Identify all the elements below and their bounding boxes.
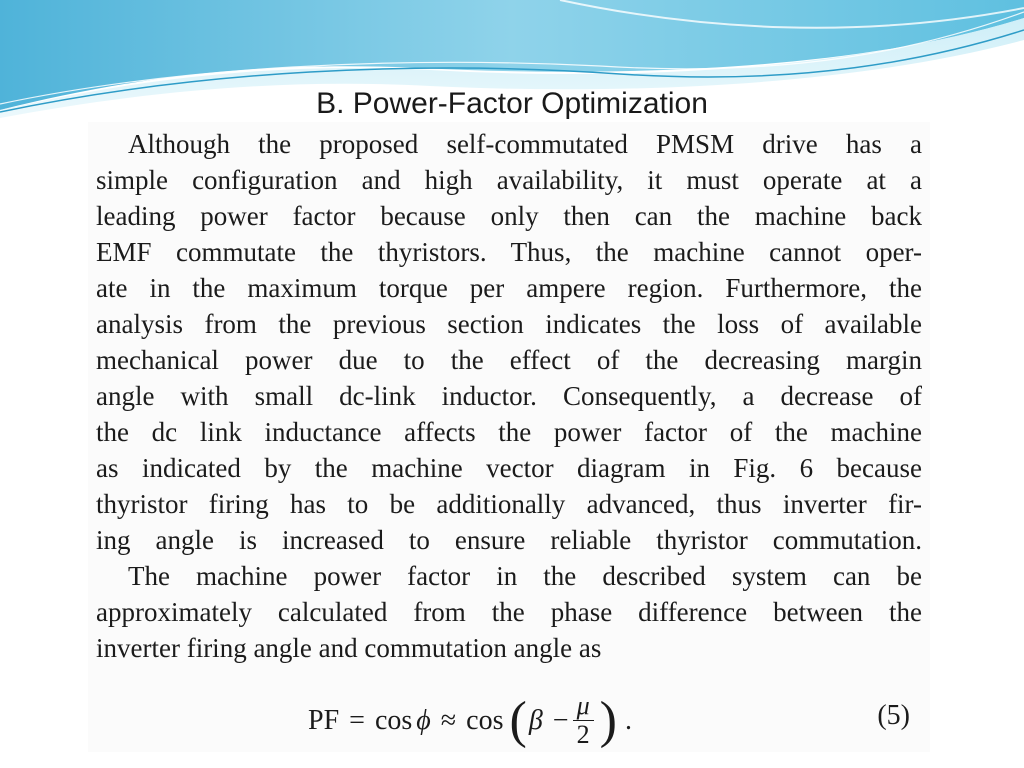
text-line: The machine power factor in the described system can be [128,561,922,591]
text-line: leading power factor because only then can the machine back [96,201,922,231]
text-excerpt-panel [88,122,930,752]
eq-right-paren: ) [599,691,617,749]
power-factor-equation [308,692,632,749]
eq-approx: ≈ [440,704,457,736]
text-line: ing angle is increased to ensure reliable thyristor commutation. [96,525,922,555]
eq-minus: − [552,704,569,736]
text-line: thyristor firing has to be additionally advanced, thus inverter fir- [96,489,922,519]
eq-fraction-numerator: μ [573,692,594,721]
text-line: simple configuration and high availability, it must operate at a [96,165,922,195]
text-line: inverter firing angle and commutation angle as [96,633,602,663]
text-line: Although the proposed self-commutated PMSM drive has a [128,129,922,159]
text-line: mechanical power due to the effect of the decreasing margin [96,345,922,375]
slide-title: B. Power-Factor Optimization [316,87,708,120]
eq-beta: β [528,704,543,736]
eq-lhs: PF [308,704,340,736]
eq-equals: = [349,704,365,736]
text-line: angle with small dc-link inductor. Consequently, a decrease of [96,381,922,411]
equation-number: (5) [877,700,910,731]
eq-period: . [624,704,632,736]
paragraph-1 [96,126,922,558]
equation-row [88,678,930,748]
eq-left-paren: ( [509,691,527,749]
eq-cos-2: cos [466,704,504,736]
text-line: ate in the maximum torque per ampere region. Furthermore, the [96,273,922,303]
text-line: as indicated by the machine vector diagram in Fig. 6 because [96,453,922,483]
eq-cos-1: cos [374,704,413,736]
paragraph-2 [96,558,922,666]
eq-fraction [573,692,594,749]
text-line: the dc link inductance affects the power factor of the machine [96,417,922,447]
text-line: EMF commutate the thyristors. Thus, the machine cannot oper- [96,237,922,267]
text-line: approximately calculated from the phase difference between the [96,597,922,627]
text-line: analysis from the previous section indicates the loss of available [96,309,922,339]
eq-phi: ϕ [416,704,431,736]
eq-fraction-denominator: 2 [576,720,590,749]
